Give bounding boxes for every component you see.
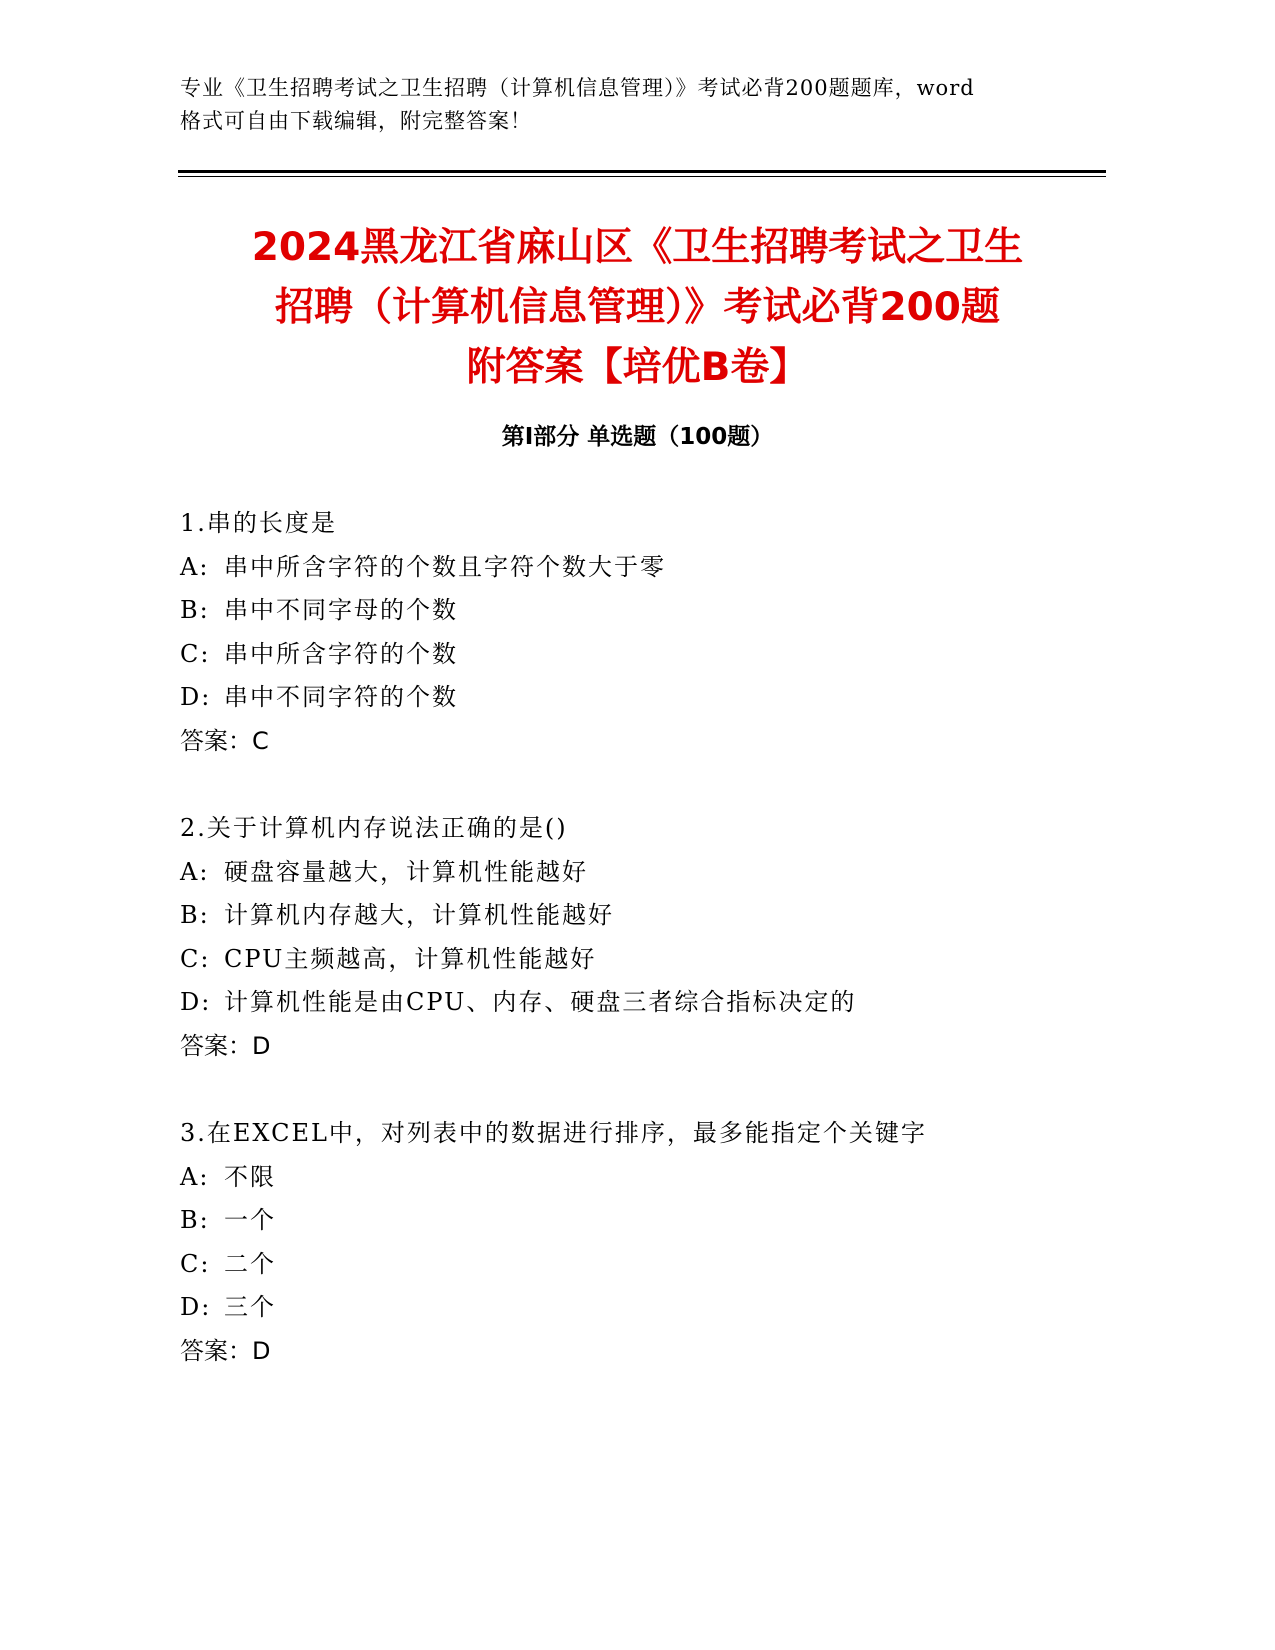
option-text: 三个 [224,1293,276,1321]
option-a [180,546,1080,590]
option-key: B: [180,596,210,624]
option-text: 串中所含字符的个数且字符个数大于零 [224,552,666,581]
header-divider-thin [178,176,1106,177]
option-b [180,589,1080,633]
option-key: D: [180,1293,212,1321]
option-text: 硬盘容量越大，计算机性能越好 [224,857,588,886]
intro-line-1: 专业《卫生招聘考试之卫生招聘（计算机信息管理）》考试必背200题题库，word [180,76,975,100]
option-text: 不限 [224,1162,276,1191]
option-text: 计算机内存越大，计算机性能越好 [224,901,614,929]
option-d [180,981,1080,1025]
option-c [180,938,1080,982]
option-text: 串中不同字符的个数 [224,683,458,711]
option-a [180,1156,1080,1200]
question-3 [180,1112,1080,1373]
answer-line: 答案：C [180,726,269,755]
option-text: CPU主频越高，计算机性能越好 [224,944,597,973]
option-text: 计算机性能是由CPU、内存、硬盘三者综合指标决定的 [224,988,857,1016]
document-title [150,218,1125,398]
option-d [180,676,1080,720]
question-stem: 3.在EXCEL中，对列表中的数据进行排序，最多能指定个关键字 [180,1119,927,1147]
option-text: 二个 [224,1249,276,1278]
option-text: 串中所含字符的个数 [224,639,458,668]
option-key: B: [180,1206,210,1234]
option-c [180,1243,1080,1287]
option-text: 一个 [224,1206,276,1234]
title-line-3: 附答案【培优B卷】 [466,345,809,390]
section-heading: 第Ⅰ部分 单选题（100题） [501,424,774,450]
option-key: C: [180,639,211,668]
option-key: B: [180,901,210,929]
option-key: D: [180,683,212,711]
intro-line-2: 格式可自由下载编辑，附完整答案！ [180,109,532,133]
title-line-2: 招聘（计算机信息管理）》考试必背200题 [275,285,1000,330]
question-2 [180,807,1080,1068]
option-b [180,1199,1080,1243]
question-1 [180,502,1080,763]
option-a [180,851,1080,895]
question-stem: 1.串的长度是 [180,509,337,537]
option-key: A: [180,552,210,581]
option-d [180,1286,1080,1330]
question-stem: 2.关于计算机内存说法正确的是() [180,814,568,842]
option-key: C: [180,944,211,973]
header-divider-thick [178,170,1106,173]
option-key: C: [180,1249,211,1278]
answer-line: 答案：D [180,1336,271,1365]
title-line-1: 2024黑龙江省麻山区《卫生招聘考试之卫生 [251,225,1024,270]
option-key: A: [180,1162,210,1191]
option-key: A: [180,857,210,886]
option-c [180,633,1080,677]
option-b [180,894,1080,938]
option-key: D: [180,988,212,1016]
intro-text [180,72,1060,138]
answer-line: 答案：D [180,1031,271,1060]
option-text: 串中不同字母的个数 [224,596,458,624]
